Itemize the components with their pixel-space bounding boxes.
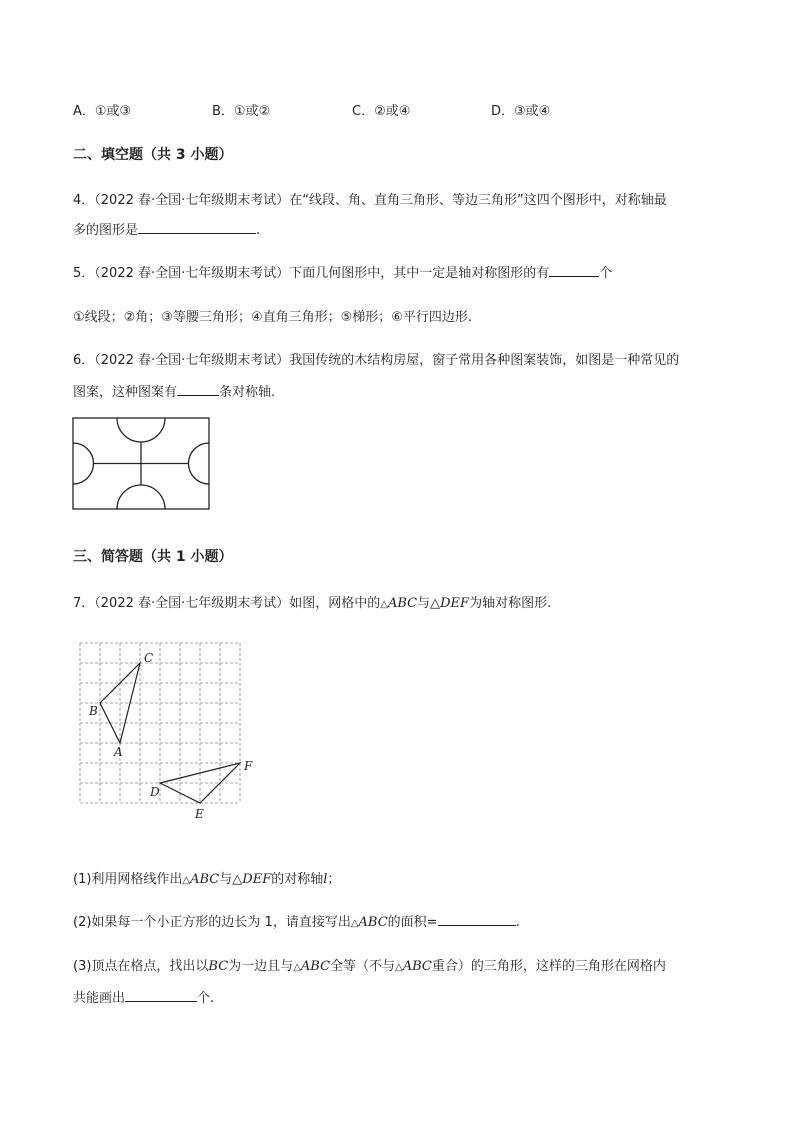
sub-3-line-2-text: 共能画出	[73, 991, 126, 1006]
left-semicircle	[73, 443, 94, 484]
question-6-tail: 条对称轴.	[219, 385, 276, 400]
sub-3-answer-blank[interactable]	[125, 987, 197, 1002]
grid-triangles-figure	[70, 628, 270, 824]
sub-3-line-2-tail: 个.	[197, 991, 215, 1006]
sub-2-answer-blank[interactable]	[438, 911, 516, 926]
question-6-answer-blank[interactable]	[177, 381, 219, 396]
segment-bc: BC	[208, 959, 229, 974]
triangle-symbol: △	[395, 962, 403, 973]
triangle-symbol: △	[293, 962, 301, 973]
sub-3-text-3: 全等（不与	[330, 959, 396, 974]
sub-1-text: (1)利用网格线作出	[73, 872, 183, 887]
triangle-symbol: △	[430, 596, 441, 611]
question-5-text: 5．（2022 春·全国·七年级期末考试）下面几何图形中，其中一定是轴对称图形的有	[73, 266, 550, 281]
sub-1-end: ；	[327, 872, 341, 887]
question-7-stem	[73, 592, 551, 611]
question-4-period: .	[256, 223, 261, 238]
bottom-semicircle	[117, 485, 165, 509]
window-pattern-figure	[70, 415, 212, 512]
axis-variable: l	[323, 872, 328, 887]
section-heading-short-answer: 三、简答题（共 1 小题）	[73, 549, 233, 565]
question-4-line-2	[73, 219, 260, 238]
sub-1-axis-text: 的对称轴	[271, 872, 324, 887]
question-4-answer-blank[interactable]	[138, 219, 256, 234]
question-4-line-1: 4．（2022 春·全国·七年级期末考试）在“线段、角、直角三角形、等边三角形”这四个图形中，对称轴最	[73, 193, 667, 208]
grid-lines	[80, 643, 240, 803]
section-heading-fill-in: 二、填空题（共 3 小题）	[73, 147, 233, 163]
sub-question-1	[73, 868, 340, 887]
option-b: B．①或②	[212, 104, 271, 119]
vertex-label-e: E	[195, 807, 204, 821]
question-7-text: 7．（2022 春·全国·七年级期末考试）如图，网格中的	[73, 596, 381, 611]
triangle-symbol: △	[182, 875, 191, 886]
question-5-unit: 个	[599, 266, 613, 281]
question-6-line-2	[73, 381, 275, 400]
right-semicircle	[189, 443, 210, 484]
triangle-symbol: △	[232, 872, 243, 887]
triangle-symbol: △	[350, 918, 359, 929]
question-7-tail: 为轴对称图形.	[469, 596, 552, 611]
vertex-label-f: F	[244, 759, 253, 773]
triangle-abc-name: ABC	[190, 872, 220, 887]
question-6-text: 图案，这种图案有	[73, 385, 178, 400]
sub-2-end: .	[515, 915, 520, 930]
question-7-conj: 与	[417, 596, 431, 611]
option-a: A．①或③	[73, 104, 132, 119]
triangle-def-name: DEF	[440, 596, 470, 611]
triangle-abc-name: ABC	[358, 915, 388, 930]
triangle-symbol: △	[380, 599, 388, 610]
option-d: D．③或④	[491, 104, 551, 119]
sub-1-conj: 与	[219, 872, 233, 887]
sub-question-3-line-1	[73, 955, 666, 974]
triangle-abc-name: ABC	[387, 596, 418, 611]
sub-question-3-line-2	[73, 987, 214, 1006]
question-5-line-1	[73, 262, 612, 281]
question-5-line-2: ①线段；②角；③等腰三角形；④直角三角形；⑤梯形；⑥平行四边形.	[73, 310, 473, 325]
top-semicircle	[117, 418, 165, 442]
sub-3-text-2: 为一边且与	[228, 959, 294, 974]
triangle-def-name: DEF	[242, 872, 272, 887]
sub-question-2	[73, 911, 520, 930]
question-4-text: 多的图形是	[73, 223, 139, 238]
sub-3-text: (3)顶点在格点，找出以	[73, 959, 209, 974]
option-c: C．②或④	[352, 104, 411, 119]
triangle-abc-name: ABC	[300, 959, 331, 974]
vertex-label-a: A	[114, 745, 123, 759]
sub-2-area-text: 的面积=	[387, 915, 438, 930]
sub-3-text-4: 重合）的三角形，这样的三角形在网格内	[431, 959, 666, 974]
vertex-label-b: B	[89, 704, 98, 718]
vertex-label-c: C	[144, 651, 154, 665]
triangle-abc-name: ABC	[402, 959, 432, 974]
sub-2-text: (2)如果每一个小正方形的边长为 1，请直接写出	[73, 915, 351, 930]
question-6-line-1: 6．（2022 春·全国·七年级期末考试）我国传统的木结构房屋，窗子常用各种图案装饰，如图是一种常见的	[73, 353, 680, 368]
vertex-label-d: D	[150, 785, 160, 799]
question-5-answer-blank[interactable]	[549, 262, 599, 277]
